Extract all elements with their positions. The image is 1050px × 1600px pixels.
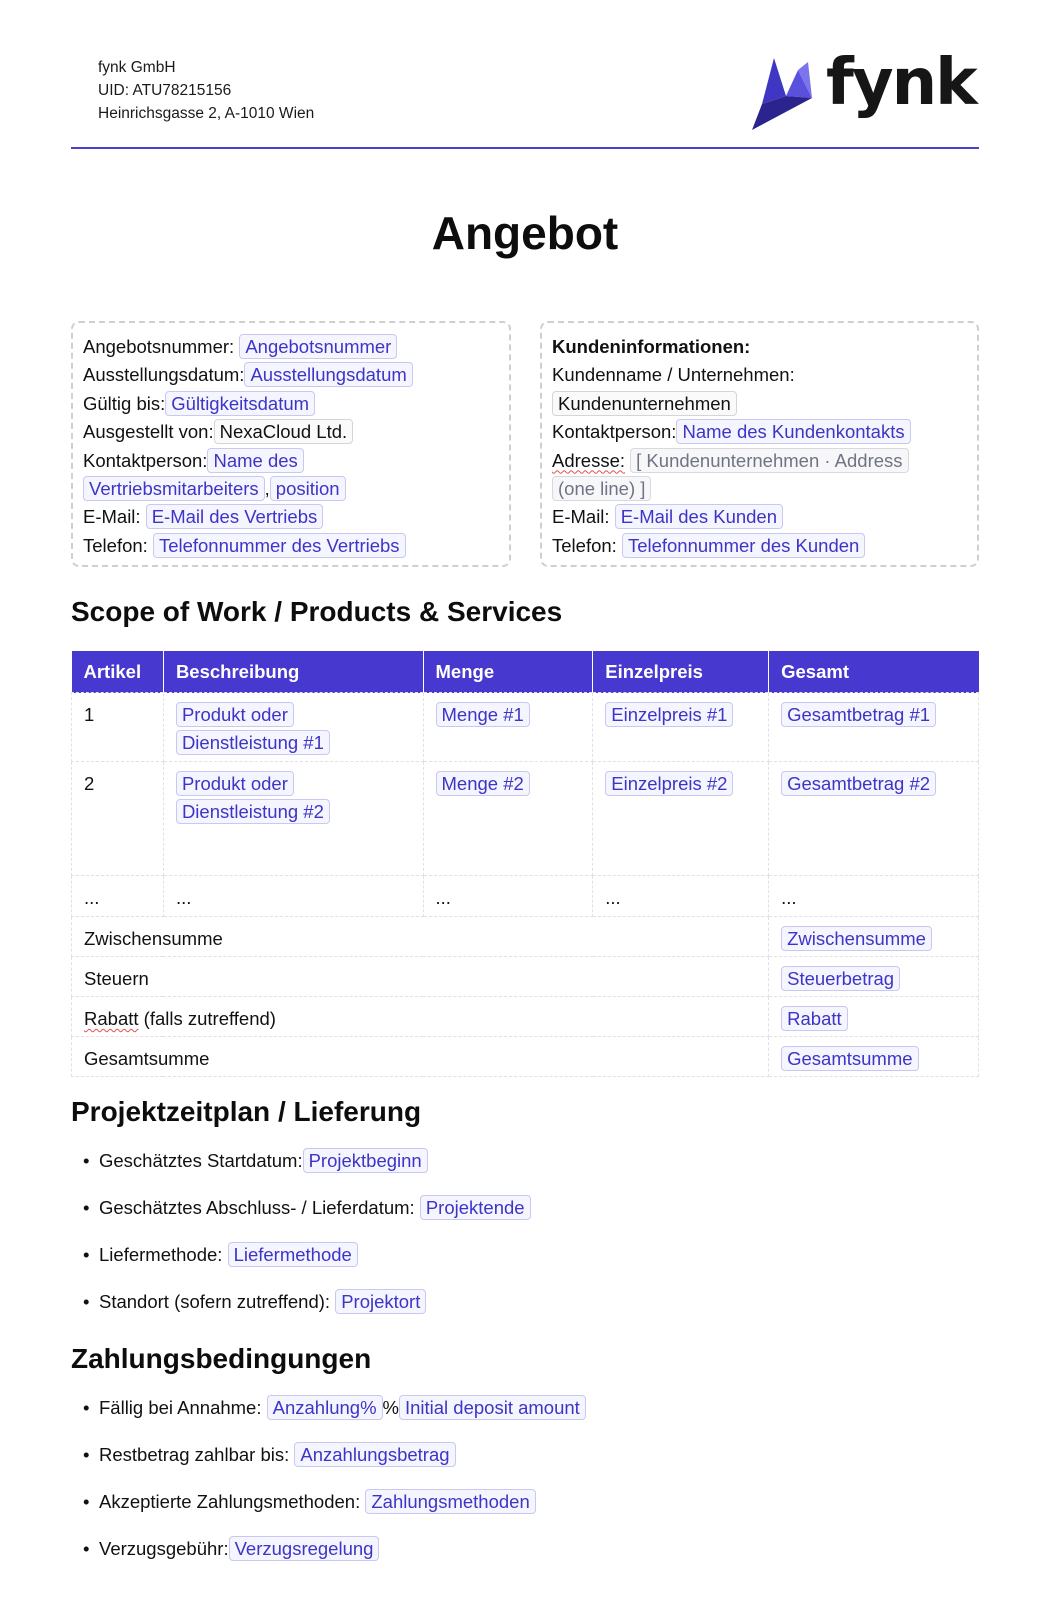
- qty-field[interactable]: Menge #1: [436, 702, 530, 727]
- payment-methods-label: Akzeptierte Zahlungsmethoden:: [99, 1491, 366, 1512]
- discount-row: [72, 997, 979, 1037]
- offer-date-label: Ausstellungsdatum:: [83, 364, 245, 386]
- list-item: [71, 1488, 586, 1535]
- customer-phone-label: Telefon:: [552, 534, 617, 556]
- late-fee-field[interactable]: Verzugsregelung: [229, 1536, 380, 1561]
- tax-field[interactable]: Steuerbetrag: [781, 966, 900, 991]
- list-item: [71, 1441, 586, 1488]
- contact-separator: ,: [264, 478, 270, 500]
- table-row: [72, 762, 979, 876]
- ellipsis-cell: ...: [163, 876, 423, 917]
- table-row-ellipsis: [72, 876, 979, 917]
- table-header-row: [72, 651, 979, 693]
- cell-item: 2: [72, 762, 164, 876]
- subtotal-field[interactable]: Zwischensumme: [781, 926, 932, 951]
- late-fee-label: Verzugsgebühr:: [99, 1538, 229, 1559]
- issuer-label: Ausgestellt von:: [83, 421, 214, 443]
- balance-due-field[interactable]: Anzahlungsbetrag: [294, 1442, 455, 1467]
- grand-total-label: Gesamtsumme: [72, 1037, 769, 1077]
- discount-label: Rabatt: [84, 1008, 139, 1029]
- discount-field[interactable]: Rabatt: [781, 1006, 848, 1031]
- location-label: Standort (sofern zutreffend):: [99, 1291, 336, 1312]
- customer-email-label: E-Mail:: [552, 506, 610, 528]
- desc-field-cont[interactable]: Dienstleistung #1: [176, 730, 330, 755]
- offer-date-field[interactable]: Ausstellungsdatum: [244, 362, 412, 387]
- tax-label: Steuern: [72, 957, 769, 997]
- fynk-logo: [752, 46, 976, 132]
- timeline-list: [71, 1147, 531, 1335]
- offer-number-label: Angebotsnummer:: [83, 336, 235, 357]
- ellipsis-cell: ...: [593, 876, 769, 917]
- deposit-amount-field[interactable]: Initial deposit amount: [399, 1395, 586, 1420]
- deposit-percent-field[interactable]: Anzahlung%: [267, 1395, 383, 1420]
- customer-address-field-cont[interactable]: (one line) ]: [552, 476, 651, 501]
- ellipsis-cell: ...: [72, 876, 164, 917]
- list-item: [71, 1241, 531, 1288]
- customer-info-heading: Kundeninformationen:: [552, 336, 751, 357]
- start-date-field[interactable]: Projektbeginn: [303, 1148, 428, 1173]
- balance-due-label: Restbetrag zahlbar bis:: [99, 1444, 295, 1465]
- bird-logo-icon: [752, 56, 824, 132]
- cell-item: 1: [72, 693, 164, 762]
- sales-email-label: E-Mail:: [83, 506, 141, 528]
- logo-wordmark: fynk: [826, 46, 976, 120]
- customer-company-field[interactable]: Kundenunternehmen: [552, 391, 737, 416]
- total-field[interactable]: Gesamtbetrag #1: [781, 702, 936, 727]
- desc-field[interactable]: Produkt oder: [176, 771, 294, 796]
- desc-field-cont[interactable]: Dienstleistung #2: [176, 799, 330, 824]
- percent-sign: %: [382, 1397, 399, 1418]
- subtotal-row: [72, 917, 979, 957]
- location-field[interactable]: Projektort: [335, 1289, 426, 1314]
- end-date-label: Geschätztes Abschluss- / Lieferdatum:: [99, 1197, 420, 1218]
- payment-methods-field[interactable]: Zahlungsmethoden: [365, 1489, 535, 1514]
- ellipsis-cell: ...: [423, 876, 593, 917]
- qty-field[interactable]: Menge #2: [436, 771, 530, 796]
- list-item: [71, 1147, 531, 1194]
- company-block: [98, 56, 314, 125]
- list-item: [71, 1394, 586, 1441]
- sales-contact-field[interactable]: Name des: [207, 448, 303, 473]
- discount-label-note: (falls zutreffend): [138, 1008, 276, 1029]
- total-field[interactable]: Gesamtbetrag #2: [781, 771, 936, 796]
- payment-heading: Zahlungsbedingungen: [71, 1343, 372, 1374]
- delivery-method-label: Liefermethode:: [99, 1244, 228, 1265]
- customer-contact-field[interactable]: Name des Kundenkontakts: [676, 419, 910, 444]
- customer-address-label: Adresse:: [552, 449, 626, 471]
- header-divider: [71, 147, 979, 149]
- due-on-acceptance-label: Fällig bei Annahme:: [99, 1397, 267, 1418]
- col-header-article: Artikel: [72, 651, 164, 693]
- scope-table: [71, 651, 979, 1077]
- col-header-total: Gesamt: [769, 651, 979, 693]
- offer-number-field[interactable]: Angebotsnummer: [239, 334, 397, 359]
- end-date-field[interactable]: Projektende: [420, 1195, 531, 1220]
- list-item: [71, 1194, 531, 1241]
- grand-total-field[interactable]: Gesamtsumme: [781, 1046, 918, 1071]
- page-title: Angebot: [431, 207, 619, 259]
- col-header-description: Beschreibung: [163, 651, 423, 693]
- offer-info-box: [71, 321, 511, 567]
- company-address: Heinrichsgasse 2, A-1010 Wien: [98, 105, 315, 122]
- customer-phone-field[interactable]: Telefonnummer des Kunden: [622, 533, 865, 558]
- company-uid: UID: ATU78215156: [98, 82, 232, 99]
- issuer-value[interactable]: NexaCloud Ltd.: [214, 419, 354, 444]
- unit-price-field[interactable]: Einzelpreis #2: [605, 771, 733, 796]
- grand-total-row: [72, 1037, 979, 1077]
- scope-heading: Scope of Work / Products & Services: [71, 596, 563, 627]
- sales-phone-field[interactable]: Telefonnummer des Vertriebs: [153, 533, 406, 558]
- table-row: [72, 693, 979, 762]
- payment-list: [71, 1394, 586, 1582]
- col-header-unit-price: Einzelpreis: [593, 651, 769, 693]
- sales-contact-field-cont[interactable]: Vertriebsmitarbeiters: [83, 476, 265, 501]
- subtotal-label: Zwischensumme: [72, 917, 769, 957]
- customer-info-box: [540, 321, 979, 567]
- sales-phone-label: Telefon:: [83, 534, 148, 556]
- tax-row: [72, 957, 979, 997]
- sales-email-field[interactable]: E-Mail des Vertriebs: [146, 504, 324, 529]
- valid-until-field[interactable]: Gültigkeitsdatum: [165, 391, 315, 416]
- timeline-heading: Projektzeitplan / Lieferung: [71, 1096, 422, 1127]
- col-header-quantity: Menge: [423, 651, 593, 693]
- customer-email-field[interactable]: E-Mail des Kunden: [615, 504, 783, 529]
- delivery-method-field[interactable]: Liefermethode: [228, 1242, 358, 1267]
- unit-price-field[interactable]: Einzelpreis #1: [605, 702, 733, 727]
- list-item: [71, 1288, 531, 1335]
- start-date-label: Geschätztes Startdatum:: [99, 1150, 303, 1171]
- company-name: fynk GmbH: [98, 59, 176, 76]
- valid-until-label: Gültig bis:: [83, 392, 166, 414]
- customer-name-label: Kundenname / Unternehmen:: [552, 364, 795, 386]
- desc-field[interactable]: Produkt oder: [176, 702, 294, 727]
- list-item: [71, 1535, 586, 1582]
- sales-position-field[interactable]: position: [270, 476, 346, 501]
- sales-contact-label: Kontaktperson:: [83, 449, 208, 471]
- customer-contact-label: Kontaktperson:: [552, 421, 677, 443]
- ellipsis-cell: ...: [769, 876, 979, 917]
- customer-address-field[interactable]: [ Kundenunternehmen · Address: [630, 448, 908, 473]
